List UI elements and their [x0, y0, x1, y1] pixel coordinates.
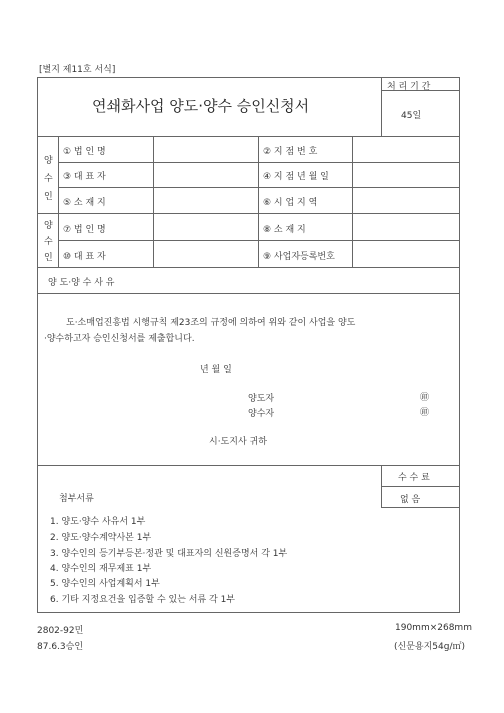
branch-date-label: ④ 지 점 년 월 일 — [263, 172, 329, 182]
transferor-label-1: 양 — [44, 221, 53, 231]
address-label: ⑤ 소 재 지 — [63, 198, 106, 208]
transferor-corp-label: ⑦ 법 인 명 — [63, 225, 106, 235]
transferor-label-3: 인 — [44, 253, 53, 263]
frame-right — [459, 77, 460, 613]
footer-code: 2802-92민 — [37, 626, 84, 636]
recipient: 시·도지사 귀하 — [209, 437, 267, 447]
title-bottom-line — [37, 136, 460, 137]
transferee-label-1: 양 — [44, 156, 53, 166]
mid-col-divider — [258, 136, 259, 267]
corp-name-label: ① 법 인 명 — [63, 147, 106, 157]
attachments-title: 첨부서류 — [59, 494, 94, 504]
statement-line-2: ·양수하고자 승인신청서를 제출합니다. — [44, 334, 195, 344]
footer-size: 190mm×268mm — [395, 623, 472, 633]
label-col-divider-1 — [153, 136, 154, 267]
row-line-3 — [37, 213, 460, 214]
branch-number-label: ② 지 점 번 호 — [263, 147, 318, 157]
attachment-item: 4. 양수인의 재무제표 1부 — [50, 564, 152, 574]
attachment-item: 6. 기타 지정요건을 입증할 수 있는 서류 각 1부 — [50, 595, 235, 605]
transferee-label-3: 인 — [44, 192, 53, 202]
attachment-item: 3. 양수인의 등기부등본·정관 및 대표자의 신원증명서 각 1부 — [50, 549, 288, 559]
row-line-2 — [58, 187, 459, 188]
reason-bottom-line — [37, 293, 460, 294]
transferee-label-2: 수 — [44, 174, 53, 184]
row-line-5 — [37, 267, 460, 268]
transferor-rep-label: ⑩ 대 표 자 — [63, 252, 106, 262]
reason-label: 양 도·양 수 사 유 — [48, 278, 115, 288]
fee-header: 수 수 료 — [398, 473, 430, 483]
business-reg-label: ⑨ 사업자등록번호 — [263, 252, 335, 262]
transferor-sign-label: 양도자 — [248, 394, 275, 404]
business-area-label: ⑥ 시 업 지 역 — [263, 198, 318, 208]
attachment-item: 5. 양수인의 사업계획서 1부 — [50, 579, 160, 589]
attachment-item: 2. 양도·양수계약사본 1부 — [50, 533, 152, 543]
transferor-address-label: ⑧ 소 재 지 — [263, 225, 306, 235]
processing-divider — [381, 77, 382, 136]
statement-line-1: 도·소매업진흥법 시행규칙 제23조의 규정에 의하여 위와 같이 사업을 양도 — [66, 318, 356, 328]
fee-value: 없 음 — [400, 495, 421, 505]
form-title: 연쇄화사업 양도·양수 승인신청서 — [92, 97, 310, 115]
row-line-4 — [58, 240, 459, 241]
transferee-sign-label: 양수자 — [248, 409, 275, 419]
form-number: [별지 제11호 서식] — [39, 65, 116, 75]
statement-bottom-line — [37, 465, 460, 466]
transferee-seal-mark: ㊞ — [420, 408, 430, 418]
processing-header: 처 리 기 간 — [387, 82, 431, 92]
fee-header-line — [381, 486, 459, 487]
attachment-item: 1. 양도·양수 사유서 1부 — [50, 517, 146, 527]
transferor-seal-mark: ㊞ — [420, 393, 430, 403]
footer-paper: (신문용지54g/㎡) — [394, 642, 465, 652]
footer-approval: 87.6.3승인 — [37, 642, 84, 652]
row-line-1 — [58, 162, 459, 163]
label-col-divider-2 — [352, 136, 353, 267]
fee-bottom-line — [381, 507, 459, 508]
group-divider — [58, 136, 59, 267]
frame-bottom — [37, 612, 460, 613]
representative-label: ③ 대 표 자 — [63, 172, 106, 182]
transferor-label-2: 수 — [44, 237, 53, 247]
frame-top — [37, 77, 460, 78]
frame-left — [37, 77, 38, 613]
processing-value: 45일 — [401, 111, 422, 121]
date-line: 년 월 일 — [200, 365, 232, 375]
